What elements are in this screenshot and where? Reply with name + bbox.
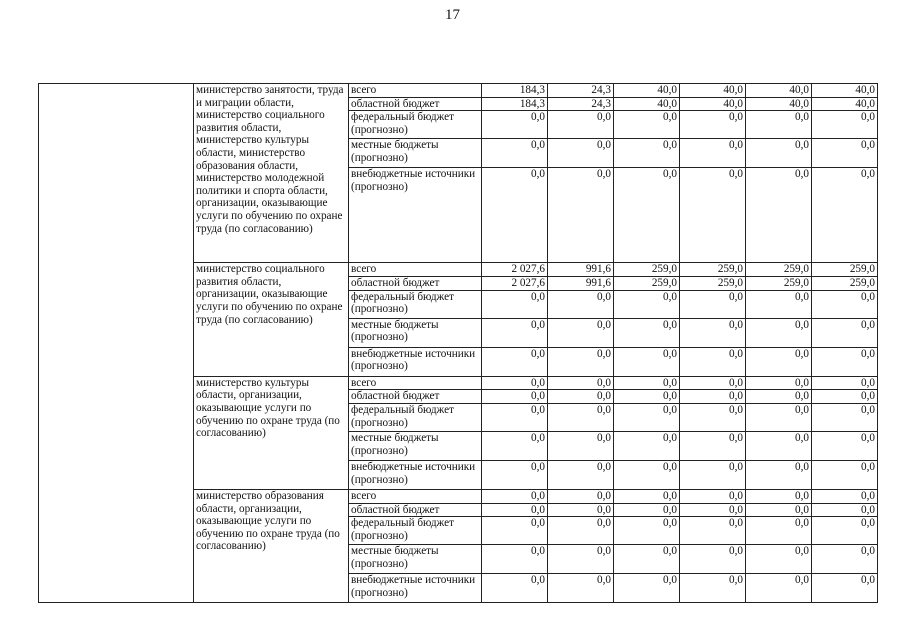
- amount-cell: 0,0: [548, 139, 614, 168]
- amount-cell: 0,0: [482, 460, 548, 489]
- amount-cell: 0,0: [812, 545, 878, 574]
- amount-cell: 0,0: [614, 489, 680, 503]
- funding-source-cell: областной бюджет: [349, 390, 482, 404]
- amount-cell: 0,0: [614, 545, 680, 574]
- amount-cell: 259,0: [812, 277, 878, 291]
- amount-cell: 0,0: [482, 290, 548, 318]
- amount-cell: 259,0: [746, 277, 812, 291]
- amount-cell: 0,0: [746, 390, 812, 404]
- amount-cell: 0,0: [614, 376, 680, 390]
- amount-cell: 0,0: [680, 347, 746, 376]
- amount-cell: 0,0: [680, 376, 746, 390]
- amount-cell: 0,0: [614, 168, 680, 263]
- amount-cell: 0,0: [614, 290, 680, 318]
- amount-cell: 0,0: [746, 347, 812, 376]
- funding-source-cell: всего: [349, 376, 482, 390]
- funding-table: [38, 83, 878, 603]
- amount-cell: 40,0: [680, 97, 746, 111]
- funding-source-cell: местные бюджеты (прогнозно): [349, 318, 482, 347]
- executor-cell: министерство занятости, труда и миграции области, министерство социального развития области, министерство культуры области, министерство образования области, министерство молодежной политики и спорта области, организации, оказывающие услуги по обучению по охране труда (по согласованию): [194, 84, 349, 263]
- table-row: [39, 84, 878, 98]
- amount-cell: 0,0: [680, 403, 746, 431]
- amount-cell: 0,0: [746, 139, 812, 168]
- funding-source-cell: всего: [349, 263, 482, 277]
- funding-source-cell: федеральный бюджет (прогнозно): [349, 290, 482, 318]
- amount-cell: 0,0: [812, 431, 878, 460]
- amount-cell: 0,0: [614, 503, 680, 517]
- amount-cell: 0,0: [482, 403, 548, 431]
- funding-source-cell: внебюджетные источники (прогнозно): [349, 574, 482, 603]
- funding-source-cell: федеральный бюджет (прогнозно): [349, 517, 482, 545]
- amount-cell: 0,0: [548, 347, 614, 376]
- amount-cell: 2 027,6: [482, 277, 548, 291]
- amount-cell: 0,0: [614, 390, 680, 404]
- amount-cell: 0,0: [614, 403, 680, 431]
- amount-cell: 0,0: [680, 574, 746, 603]
- funding-source-cell: федеральный бюджет (прогнозно): [349, 403, 482, 431]
- amount-cell: 0,0: [548, 403, 614, 431]
- amount-cell: 0,0: [812, 139, 878, 168]
- funding-source-cell: областной бюджет: [349, 97, 482, 111]
- amount-cell: 0,0: [680, 290, 746, 318]
- amount-cell: 0,0: [746, 290, 812, 318]
- amount-cell: 0,0: [614, 431, 680, 460]
- executor-cell: министерство социального развития области, организации, оказывающие услуги по обучению по охране труда (по согласованию): [194, 263, 349, 377]
- amount-cell: 0,0: [614, 517, 680, 545]
- amount-cell: 0,0: [614, 111, 680, 139]
- amount-cell: 0,0: [746, 489, 812, 503]
- amount-cell: 0,0: [812, 168, 878, 263]
- amount-cell: 0,0: [812, 460, 878, 489]
- amount-cell: 0,0: [680, 460, 746, 489]
- amount-cell: 0,0: [482, 574, 548, 603]
- amount-cell: 0,0: [548, 390, 614, 404]
- amount-cell: 259,0: [614, 263, 680, 277]
- executor-cell: министерство культуры области, организации, оказывающие услуги по обучению по охране труда (по согласованию): [194, 376, 349, 489]
- amount-cell: 0,0: [548, 545, 614, 574]
- amount-cell: 0,0: [812, 318, 878, 347]
- amount-cell: 0,0: [614, 460, 680, 489]
- amount-cell: 0,0: [482, 545, 548, 574]
- amount-cell: 0,0: [614, 574, 680, 603]
- amount-cell: 0,0: [680, 503, 746, 517]
- amount-cell: 0,0: [680, 489, 746, 503]
- amount-cell: 259,0: [746, 263, 812, 277]
- amount-cell: 0,0: [746, 168, 812, 263]
- amount-cell: 0,0: [680, 545, 746, 574]
- amount-cell: 0,0: [746, 431, 812, 460]
- amount-cell: 0,0: [812, 517, 878, 545]
- funding-source-cell: местные бюджеты (прогнозно): [349, 431, 482, 460]
- funding-source-cell: внебюджетные источники (прогнозно): [349, 460, 482, 489]
- amount-cell: 0,0: [812, 111, 878, 139]
- amount-cell: 0,0: [746, 318, 812, 347]
- amount-cell: 0,0: [812, 403, 878, 431]
- amount-cell: 0,0: [548, 318, 614, 347]
- blank-column-cell: [39, 84, 194, 603]
- amount-cell: 40,0: [812, 97, 878, 111]
- amount-cell: 0,0: [680, 517, 746, 545]
- amount-cell: 0,0: [746, 503, 812, 517]
- amount-cell: 0,0: [812, 376, 878, 390]
- amount-cell: 0,0: [482, 390, 548, 404]
- amount-cell: 0,0: [746, 111, 812, 139]
- amount-cell: 0,0: [680, 168, 746, 263]
- amount-cell: 0,0: [548, 503, 614, 517]
- amount-cell: 0,0: [746, 545, 812, 574]
- amount-cell: 259,0: [812, 263, 878, 277]
- amount-cell: 0,0: [746, 574, 812, 603]
- amount-cell: 0,0: [482, 431, 548, 460]
- amount-cell: 0,0: [548, 290, 614, 318]
- amount-cell: 259,0: [614, 277, 680, 291]
- funding-source-cell: местные бюджеты (прогнозно): [349, 139, 482, 168]
- amount-cell: 0,0: [680, 390, 746, 404]
- amount-cell: 184,3: [482, 97, 548, 111]
- amount-cell: 0,0: [812, 347, 878, 376]
- funding-source-cell: местные бюджеты (прогнозно): [349, 545, 482, 574]
- amount-cell: 24,3: [548, 84, 614, 98]
- amount-cell: 0,0: [482, 503, 548, 517]
- amount-cell: 0,0: [680, 431, 746, 460]
- amount-cell: 0,0: [548, 574, 614, 603]
- funding-source-cell: всего: [349, 84, 482, 98]
- amount-cell: 0,0: [614, 318, 680, 347]
- amount-cell: 0,0: [614, 139, 680, 168]
- amount-cell: 0,0: [548, 431, 614, 460]
- amount-cell: 0,0: [482, 318, 548, 347]
- amount-cell: 0,0: [482, 489, 548, 503]
- amount-cell: 0,0: [746, 403, 812, 431]
- amount-cell: 0,0: [812, 390, 878, 404]
- amount-cell: 40,0: [614, 97, 680, 111]
- amount-cell: 991,6: [548, 263, 614, 277]
- amount-cell: 184,3: [482, 84, 548, 98]
- amount-cell: 0,0: [482, 139, 548, 168]
- amount-cell: 991,6: [548, 277, 614, 291]
- amount-cell: 40,0: [680, 84, 746, 98]
- amount-cell: 0,0: [548, 489, 614, 503]
- amount-cell: 0,0: [746, 376, 812, 390]
- amount-cell: 0,0: [482, 517, 548, 545]
- amount-cell: 0,0: [812, 290, 878, 318]
- amount-cell: 0,0: [482, 347, 548, 376]
- amount-cell: 40,0: [614, 84, 680, 98]
- amount-cell: 0,0: [746, 517, 812, 545]
- executor-cell: министерство образования области, организации, оказывающие услуги по обучению по охране труда (по согласованию): [194, 489, 349, 602]
- amount-cell: 0,0: [680, 139, 746, 168]
- amount-cell: 0,0: [680, 318, 746, 347]
- amount-cell: 40,0: [746, 84, 812, 98]
- amount-cell: 0,0: [812, 574, 878, 603]
- amount-cell: 0,0: [614, 347, 680, 376]
- amount-cell: 0,0: [680, 111, 746, 139]
- amount-cell: 0,0: [746, 460, 812, 489]
- page-number: 17: [445, 7, 460, 23]
- amount-cell: 24,3: [548, 97, 614, 111]
- amount-cell: 0,0: [548, 517, 614, 545]
- funding-source-cell: внебюджетные источники (прогнозно): [349, 168, 482, 263]
- amount-cell: 2 027,6: [482, 263, 548, 277]
- amount-cell: 259,0: [680, 263, 746, 277]
- amount-cell: 259,0: [680, 277, 746, 291]
- amount-cell: 0,0: [812, 503, 878, 517]
- amount-cell: 0,0: [812, 489, 878, 503]
- amount-cell: 0,0: [482, 111, 548, 139]
- amount-cell: 0,0: [482, 376, 548, 390]
- amount-cell: 0,0: [548, 168, 614, 263]
- amount-cell: 40,0: [746, 97, 812, 111]
- funding-source-cell: всего: [349, 489, 482, 503]
- amount-cell: 0,0: [548, 111, 614, 139]
- amount-cell: 0,0: [548, 376, 614, 390]
- funding-source-cell: областной бюджет: [349, 277, 482, 291]
- amount-cell: 40,0: [812, 84, 878, 98]
- funding-source-cell: областной бюджет: [349, 503, 482, 517]
- funding-source-cell: федеральный бюджет (прогнозно): [349, 111, 482, 139]
- funding-source-cell: внебюджетные источники (прогнозно): [349, 347, 482, 376]
- amount-cell: 0,0: [482, 168, 548, 263]
- amount-cell: 0,0: [548, 460, 614, 489]
